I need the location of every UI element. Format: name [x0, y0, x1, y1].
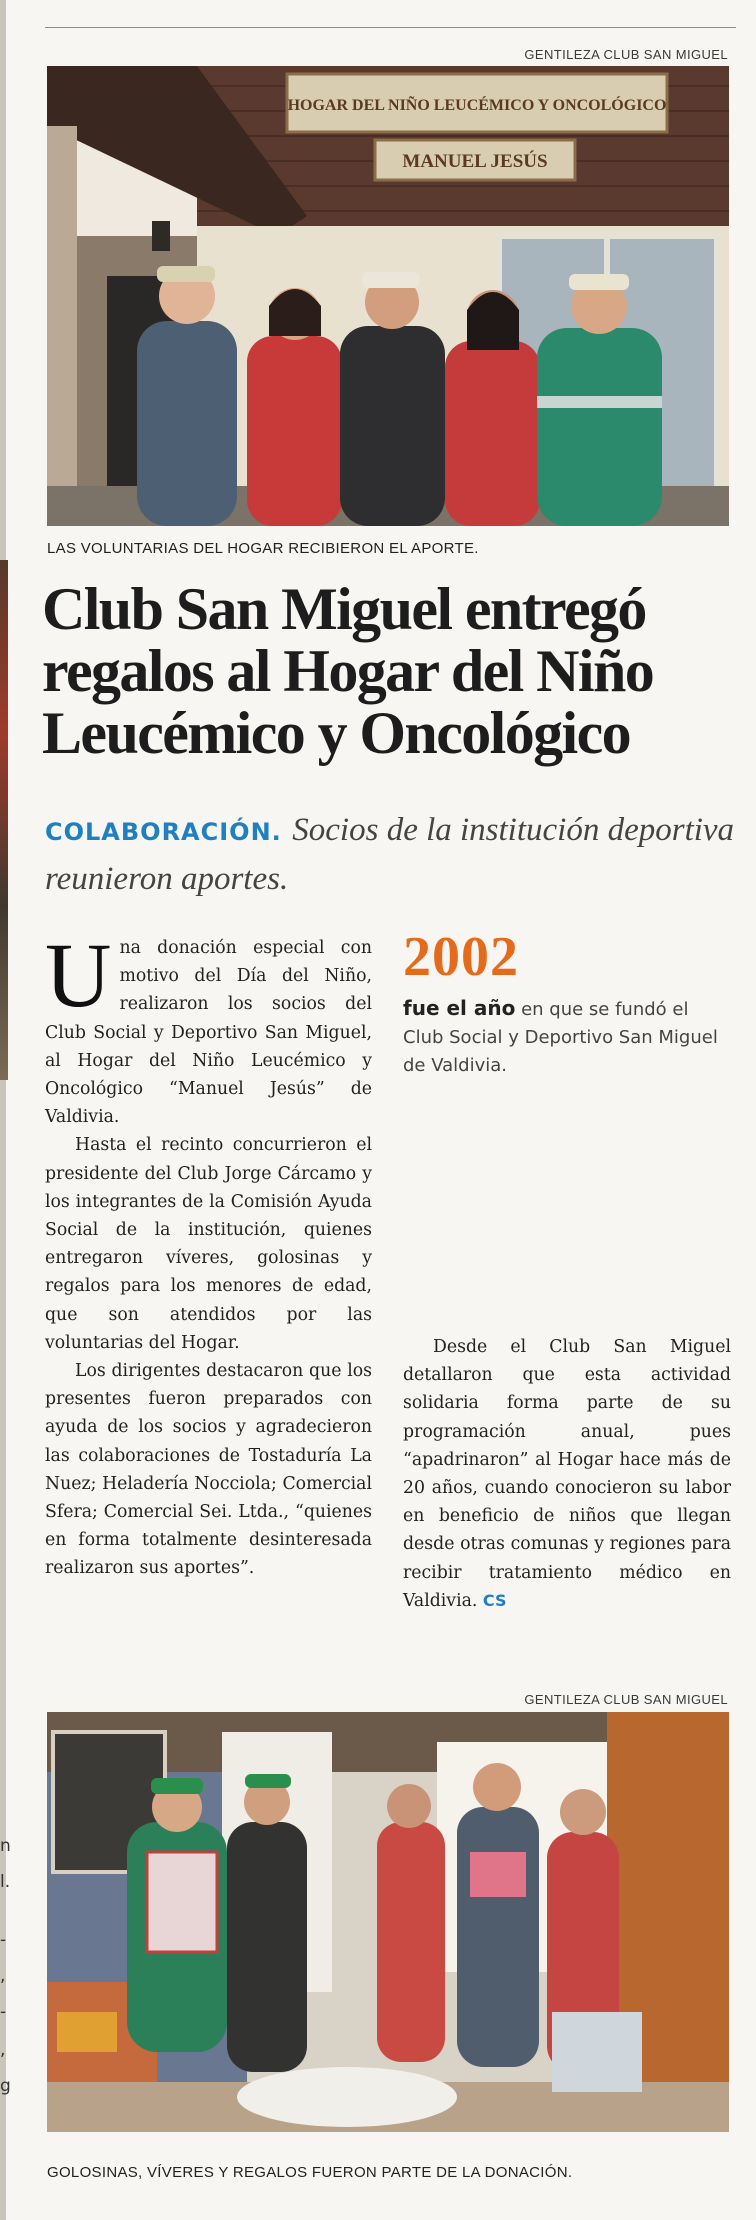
photo-credit-top: GENTILEZA CLUB SAN MIGUEL	[524, 47, 728, 62]
paragraph-4-text: Desde el Club San Miguel detallaron que esta actividad solidaria forma parte de su programación anual, pues “apadrinaron” al Hogar hace más de 20 años, cuando conocieron su labor en beneficio de niños que llegan desde otras comunas y regiones para recibir tratamiento médico en Valdivia.	[403, 1337, 731, 1611]
paragraph-2: Hasta el recinto concurrieron el presidente del Club Jorge Cárcamo y los integrantes de la Comisión Ayuda Social de la institución, quienes entregaron víveres, golosinas y regalos para los menores de edad, que son atendidos por las voluntarias del Hogar.	[45, 1135, 372, 1353]
paragraph-4	[403, 1333, 731, 1615]
adjacent-text-fragment: l.	[0, 1872, 11, 1892]
adjacent-text-fragment: -	[0, 2002, 7, 2022]
adjacent-text-fragment: g	[0, 2076, 11, 2096]
article-column-2	[403, 1333, 731, 1615]
fact-text	[403, 994, 733, 1080]
fact-lead: fue el año	[403, 996, 516, 1020]
adjacent-text-fragment: ,	[0, 2040, 6, 2060]
fact-number: 2002	[403, 926, 519, 988]
adjacent-text-fragment: -	[0, 1930, 7, 1950]
bottom-photo	[47, 1712, 729, 2132]
photo-credit-bottom: GENTILEZA CLUB SAN MIGUEL	[524, 1692, 728, 1707]
kicker-subtitle: Socios de la institución deportiva reunieron aportes.	[45, 812, 735, 897]
photo-caption-top: LAS VOLUNTARIAS DEL HOGAR RECIBIERON EL APORTE.	[47, 540, 479, 557]
photo-caption-bottom: GOLOSINAS, VÍVERES Y REGALOS FUERON PARTE DE LA DONACIÓN.	[47, 2164, 573, 2181]
end-mark: CS	[482, 1590, 507, 1610]
article-headline: Club San Miguel entregó regalos al Hogar del Niño Leucémico y Oncológico	[42, 576, 654, 766]
adjacent-text-fragment: n	[0, 1836, 11, 1856]
drop-cap: U	[45, 924, 112, 1026]
sign-text-top: HOGAR DEL NIÑO LEUCÉMICO Y ONCOLÓGICO	[287, 97, 667, 114]
fact-box	[403, 928, 733, 1080]
paragraph-1	[45, 924, 372, 1131]
paragraph-3: Los dirigentes destacaron que los presentes fueron preparados con ayuda de los socios y agradecieron las colaboraciones de Tostaduría La Nuez; Heladería Nocciola; Comercial Sfera; Comercial Sei. Ltda., “quienes en forma totalmente desinteresada realizaron sus aportes”.	[45, 1361, 372, 1579]
top-rule	[45, 27, 736, 28]
adjacent-photo-fragment	[0, 560, 8, 1080]
top-photo	[47, 66, 729, 526]
fact-body: en que se fundó el Club Social y Deportivo San Miguel de Valdivia.	[403, 999, 718, 1076]
adjacent-text-fragment: ,	[0, 1966, 6, 1986]
article-kicker	[45, 806, 745, 902]
sign-text-name: MANUEL JESÚS	[402, 151, 548, 172]
kicker-label: COLABORACIÓN.	[45, 818, 282, 846]
paragraph-1-text: na donación especial con motivo del Día del Niño, realizaron los socios del Club Social y Deportivo San Miguel, al Hogar del Niño Leucémico y Oncológico “Manuel Jesús” de Valdivia.	[45, 938, 372, 1128]
article-column-1	[45, 924, 372, 1583]
